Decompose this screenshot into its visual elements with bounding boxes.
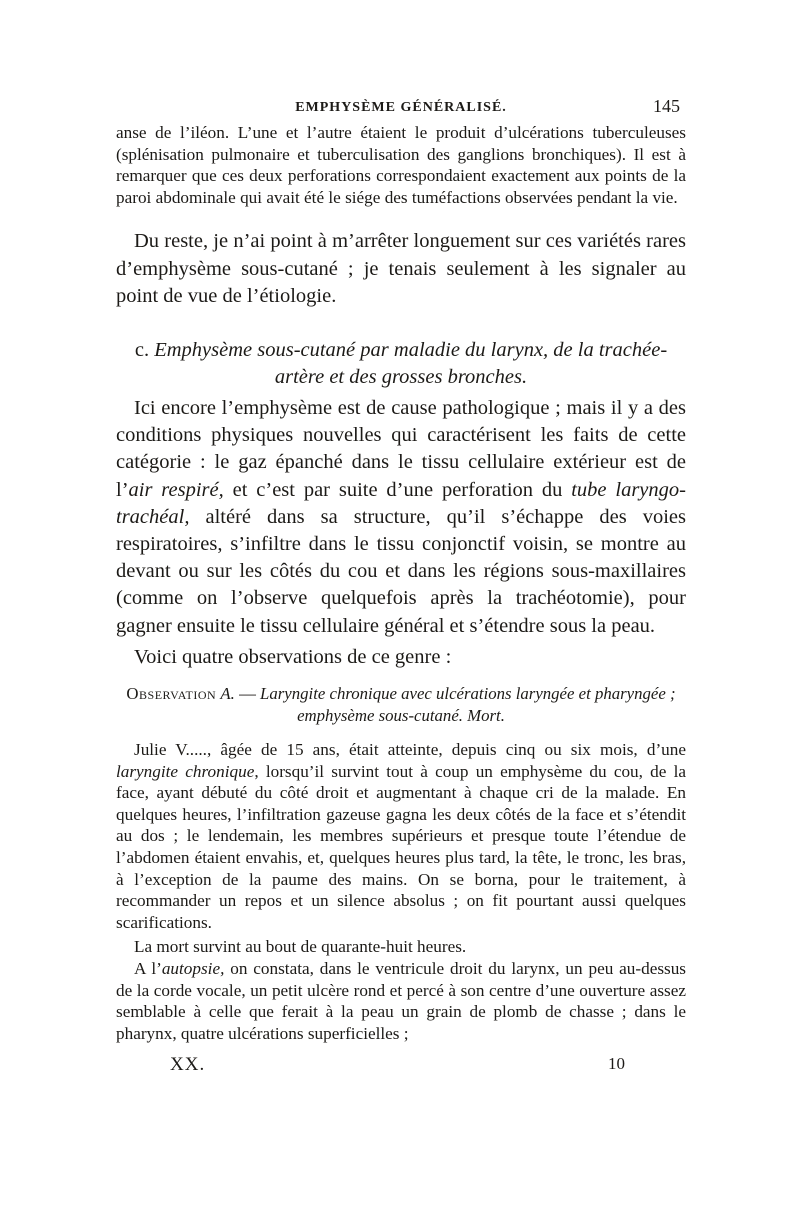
observation-heading (116, 683, 686, 727)
paragraph-continuation (116, 122, 686, 208)
observation-dash: — (234, 684, 261, 704)
paragraph-julie-text-2: , lorsqu’il survint tout à coup un emphysème du cou, de la face, ayant débuté du côté droit et augmentant à chaque cri de la malade. En quelques heures, l’infiltration gazeuse gagna les deux côtés de la face et s’étendit au dos ; le lendemain, les membres supérieurs et presque toute l’étendue de l’abdomen étaient envahis, et, quelques heures plus tard, la tête, le tronc, les bras, à l’exception de la paume des mains. On se borna, pour le traitement, à recommander un repos et un silence absolus ; on fit pourtant aussi quelques scarifications. (116, 761, 686, 932)
emphasis-autopsie: autopsie, (161, 958, 225, 978)
observation-title: Laryngite chronique avec ulcérations laryngée et pharyngée ; emphysème sous-cutané. Mort. (260, 684, 676, 726)
running-head (116, 96, 686, 122)
book-page (116, 96, 686, 1078)
paragraph-du-reste-text: Du reste, je n’ai point à m’arrêter longuement sur ces variétés rares d’emphysème sous-cutané ; je tenais seulement à les signaler au point de vue de l’étiologie. (116, 230, 686, 307)
paragraph-ici-encore (116, 395, 686, 640)
paragraph-continuation-text: anse de l’iléon. L’une et l’autre étaient le produit d’ulcérations tuberculeuses (splénisation pulmonaire et tuberculisation des ganglions bronchiques). Il est à remarquer que ces deux perforations correspondaient exactement aux points de la paroi abdominale qui avait été le siége des tuméfactions observées pendant la vie. (116, 123, 686, 207)
emphasis-tube-laryngo-tracheal: tube laryngo-trachéal, (116, 478, 686, 528)
emphasis-laryngite-chronique: laryngite chronique (116, 761, 255, 781)
signature-mark: XX. (170, 1054, 206, 1076)
emphasis-air-respire: air respiré, (128, 478, 224, 501)
paragraph-autopsie (116, 958, 686, 1044)
section-heading (116, 337, 686, 391)
section-label: c. (134, 338, 150, 361)
paragraph-voici (116, 644, 686, 671)
sheet-number: 10 (608, 1054, 625, 1074)
paragraph-julie (116, 739, 686, 933)
page-footer (116, 1050, 686, 1078)
observation-letter: A. (220, 684, 235, 704)
paragraph-autopsie-text-2: on constata, dans le ventricule droit du larynx, un peu au-dessus de la corde vocale, un petit ulcère rond et percé à son centre d’une ouverture assez semblable à celle que ferait à la peau un grain de plomb de chasse ; dans le pharynx, quatre ulcérations superficielles ; (116, 958, 686, 1043)
paragraph-ici-encore-text-3: altéré dans sa structure, qu’il s’échappe des voies respiratoires, s’infiltre dans le tissu conjonctif voisin, se montre au devant ou sur les côtés du cou et dans les régions sous-maxillaires (comme on l’observe quelquefois après la trachéotomie), pour gagner ensuite le tissu cellulaire général et s’étendre sous la peau. (116, 505, 686, 637)
section-title: Emphysème sous-cutané par maladie du larynx, de la trachée-artère et des grosses bronches. (154, 338, 668, 388)
page-number: 145 (653, 96, 680, 116)
paragraph-la-mort (116, 936, 686, 958)
paragraph-du-reste (116, 228, 686, 310)
paragraph-julie-text-1: Julie V....., âgée de 15 ans, était atteinte, depuis cinq ou six mois, d’une (134, 740, 686, 760)
running-title: EMPHYSÈME GÉNÉRALISÉ. (295, 100, 507, 115)
observation-label: Observation (126, 684, 217, 704)
paragraph-la-mort-text: La mort survint au bout de quarante-huit heures. (134, 937, 467, 957)
paragraph-autopsie-text-1: A l’ (134, 958, 162, 978)
paragraph-voici-text: Voici quatre observations de ce genre : (134, 645, 452, 668)
paragraph-ici-encore-text-2: et c’est par suite d’une perforation du (223, 478, 572, 501)
paragraph-ici-encore-text-1: Ici encore l’emphysème est de cause pathologique ; mais il y a des conditions physiques nouvelles qui caractérisent les faits de cette catégorie : le gaz épanché dans le tissu cellulaire extérieur est de l’ (116, 396, 686, 501)
